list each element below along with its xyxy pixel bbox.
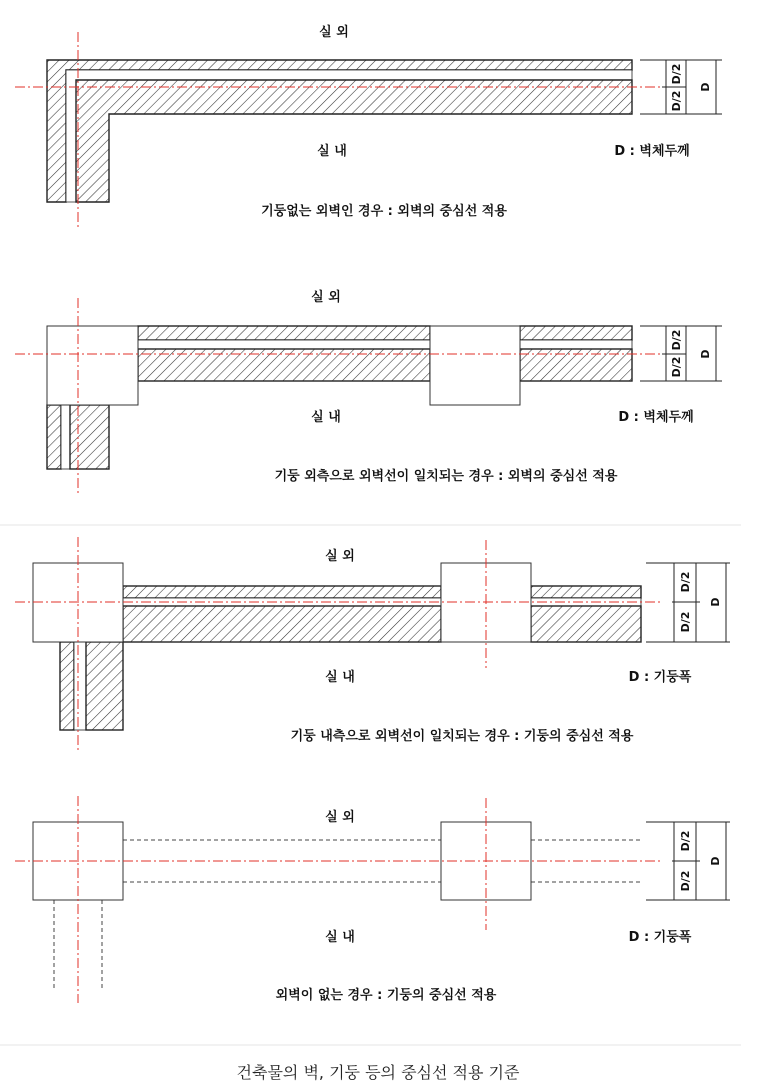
panel-caption: 기둥 외측으로 외벽선이 일치되는 경우 : 외벽의 중심선 적용 bbox=[274, 469, 618, 484]
dim-half-label-a: D/2 bbox=[679, 571, 692, 593]
column bbox=[47, 326, 138, 405]
dim-full-label: D bbox=[709, 856, 722, 866]
dim-half-label-a: D/2 bbox=[670, 329, 683, 351]
legend-label: D : 기둥폭 bbox=[628, 930, 692, 945]
dim-full-label: D bbox=[709, 597, 722, 607]
dim-half-label-b: D/2 bbox=[679, 611, 692, 633]
legend-label: D : 벽체두께 bbox=[614, 144, 690, 159]
panel-caption: 외벽이 없는 경우 : 기둥의 중심선 적용 bbox=[275, 988, 497, 1003]
outside-label: 실 외 bbox=[319, 25, 349, 40]
wall-cavity bbox=[61, 405, 70, 469]
legend-label: D : 벽체두께 bbox=[618, 410, 694, 425]
outer-wall-leaf bbox=[47, 405, 61, 469]
outer-wall-leaf bbox=[138, 326, 430, 340]
panel-3 bbox=[15, 537, 730, 752]
legend-label: D : 기둥폭 bbox=[628, 670, 692, 685]
outer-wall-leaf bbox=[123, 586, 441, 598]
dim-full-label: D bbox=[699, 349, 712, 359]
inner-wall-leaf bbox=[123, 606, 441, 642]
inside-label: 실 내 bbox=[317, 144, 347, 159]
dim-half-label-a: D/2 bbox=[670, 63, 683, 85]
dim-half-label-a: D/2 bbox=[679, 830, 692, 852]
dim-half-label-b: D/2 bbox=[670, 356, 683, 378]
inside-label: 실 내 bbox=[311, 410, 341, 425]
outside-label: 실 외 bbox=[311, 290, 341, 305]
panel-1 bbox=[15, 24, 722, 228]
inner-wall-leaf bbox=[70, 405, 109, 469]
outer-wall-leaf bbox=[531, 586, 641, 598]
wall-cavity bbox=[520, 340, 632, 349]
figure-title: 건축물의 벽, 기둥 등의 중심선 적용 기준 bbox=[236, 1063, 520, 1082]
dim-full-label: D bbox=[699, 82, 712, 92]
panel-caption: 기둥없는 외벽인 경우 : 외벽의 중심선 적용 bbox=[261, 204, 507, 219]
dim-half-label-b: D/2 bbox=[670, 90, 683, 112]
inner-wall-leaf bbox=[86, 642, 123, 730]
wall-cavity bbox=[74, 642, 86, 730]
dim-half-label-b: D/2 bbox=[679, 870, 692, 892]
inside-label: 실 내 bbox=[325, 930, 355, 945]
wall-cavity bbox=[138, 340, 430, 349]
inside-label: 실 내 bbox=[325, 670, 355, 685]
panel-caption: 기둥 내측으로 외벽선이 일치되는 경우 : 기둥의 중심선 적용 bbox=[290, 729, 634, 744]
outer-wall-leaf bbox=[520, 326, 632, 340]
outer-wall-leaf bbox=[60, 642, 74, 730]
column bbox=[430, 326, 520, 405]
panel-4 bbox=[15, 796, 730, 1003]
inner-wall-leaf bbox=[76, 80, 632, 202]
inner-wall-leaf bbox=[531, 606, 641, 642]
outside-label: 실 외 bbox=[325, 549, 355, 564]
outside-label: 실 외 bbox=[325, 810, 355, 825]
panel-2 bbox=[15, 289, 722, 495]
